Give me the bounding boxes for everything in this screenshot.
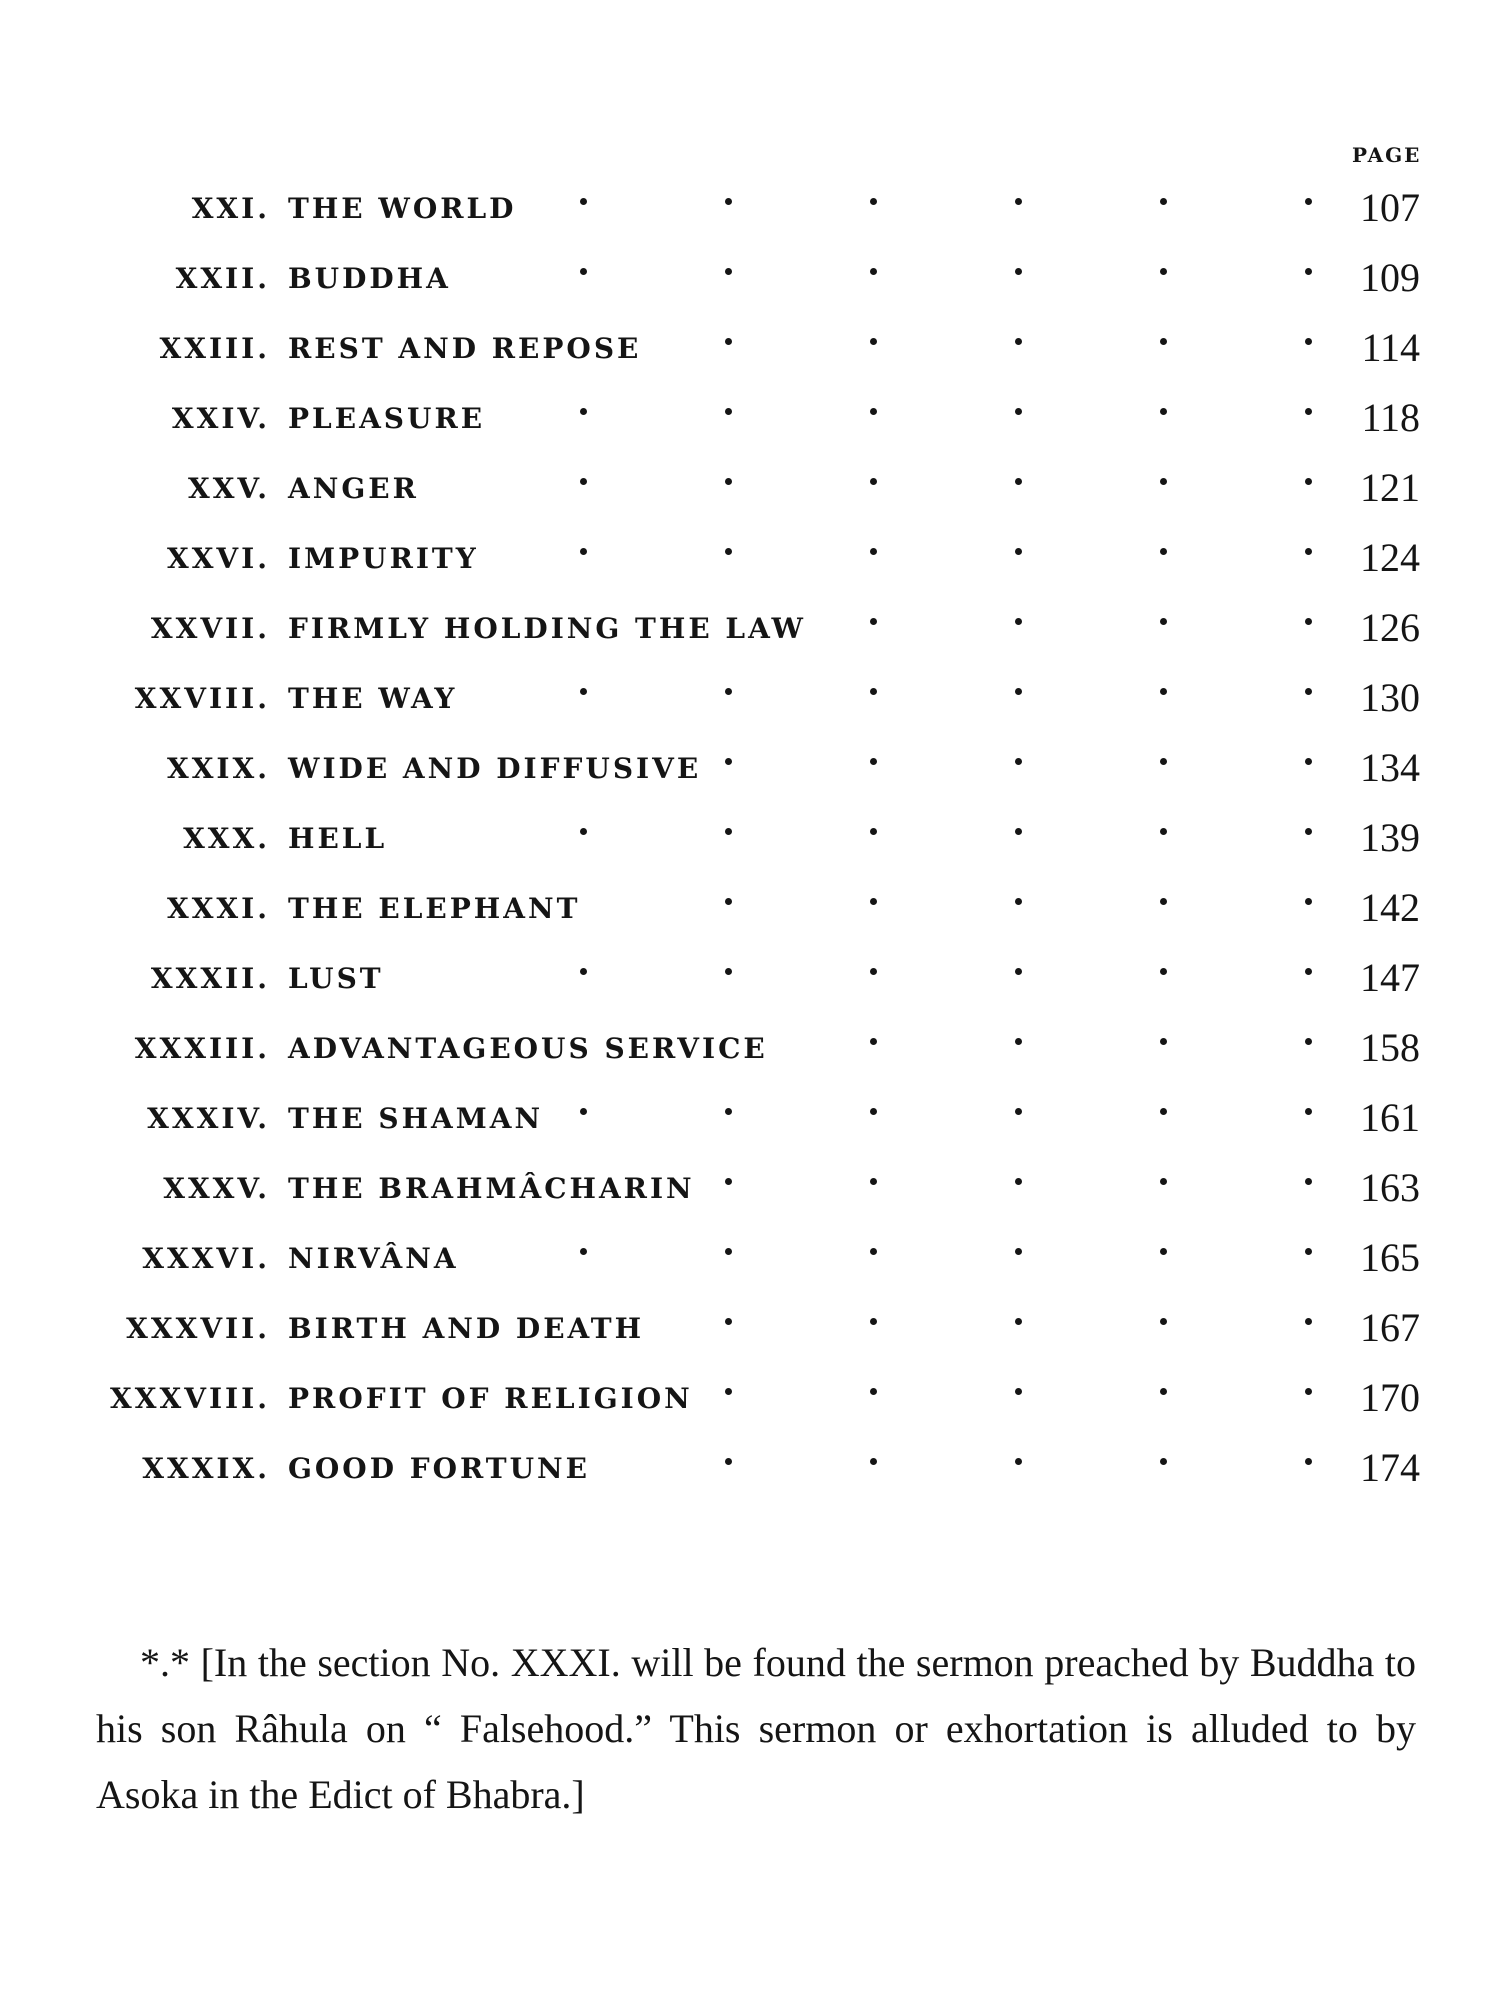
toc-entry-page: 134 [1360,745,1420,790]
leader-dot [725,1108,732,1115]
leader-dot [1015,968,1022,975]
leader-dot [1305,1178,1312,1185]
toc-entry-number: XXXI. [166,892,270,925]
toc-entry-title: FIRMLY HOLDING THE LAW [288,612,806,645]
leader-dot [1305,1318,1312,1325]
leader-dot [725,688,732,695]
leader-dot [725,548,732,555]
leader-dot [870,1038,877,1045]
leader-dot [580,688,587,695]
leader-dot [1015,1038,1022,1045]
toc-entry [0,730,1500,800]
leader-dot [1160,478,1167,485]
toc-entry-title: REST AND REPOSE [288,332,642,365]
leader-dot [870,1248,877,1255]
toc-entry-number: XXVI. [166,542,270,575]
leader-dot [870,548,877,555]
leader-dot [1305,898,1312,905]
leader-dot [1160,1388,1167,1395]
toc-entry [0,1220,1500,1290]
leader-dot [1160,1178,1167,1185]
leader-dot [1305,548,1312,555]
leader-dot [1015,1388,1022,1395]
leader-dot [1305,688,1312,695]
leader-dot [725,1318,732,1325]
toc-entry-number: XXXVI. [142,1242,270,1275]
leader-dot [1015,408,1022,415]
leader-dot [870,408,877,415]
leader-dot [870,828,877,835]
toc-entry-title: HELL [288,822,388,855]
leader-dot [1305,268,1312,275]
toc-entry-number: XXIII. [159,332,270,365]
toc-entry-page: 139 [1360,815,1420,860]
leader-dot [870,1318,877,1325]
toc-entry-page: 170 [1360,1375,1420,1420]
toc-entry-number: XXX. [183,822,270,855]
toc-entry-page: 167 [1360,1305,1420,1350]
leader-dot [1015,618,1022,625]
toc-entry-number: XXXIII. [134,1032,270,1065]
toc-entry-page: 121 [1360,465,1420,510]
toc-entry-title: THE SHAMAN [288,1102,544,1135]
leader-dot [1015,1108,1022,1115]
leader-dot [1015,1458,1022,1465]
leader-dot [1160,968,1167,975]
leader-dot [1305,1038,1312,1045]
toc-entry-title: BIRTH AND DEATH [288,1312,645,1345]
toc-entry-number: XXXII. [150,962,270,995]
leader-dot [725,968,732,975]
leader-dot [1160,1108,1167,1115]
leader-dot [1160,338,1167,345]
toc-entry-page: 174 [1360,1445,1420,1490]
leader-dot [1015,268,1022,275]
leader-dot [725,338,732,345]
leader-dot [1305,1458,1312,1465]
toc-entry [0,170,1500,240]
toc-entry-page: 147 [1360,955,1420,1000]
toc-entry [0,660,1500,730]
leader-dot [580,1108,587,1115]
toc-entry [0,450,1500,520]
toc-entry-title: PROFIT OF RELIGION [288,1382,693,1415]
toc-entry-number: XXXIX. [142,1452,270,1485]
leader-dot [1015,898,1022,905]
leader-dot [725,478,732,485]
toc-entry-page: 163 [1360,1165,1420,1210]
leader-dot [1015,828,1022,835]
leader-dot [1160,1248,1167,1255]
toc-entry-number: XXII. [175,262,270,295]
toc-entry-number: XXVIII. [134,682,270,715]
toc-entry-page: 109 [1360,255,1420,300]
leader-dot [870,688,877,695]
leader-dot [725,1248,732,1255]
toc-entry [0,800,1500,870]
toc-entry-title: THE WORLD [288,192,517,225]
leader-dot [725,758,732,765]
toc-entry-number: XXVII. [150,612,270,645]
leader-dot [1015,1318,1022,1325]
leader-dot [725,1388,732,1395]
toc-entry [0,1080,1500,1150]
leader-dot [870,1388,877,1395]
leader-dot [725,1178,732,1185]
toc-entry-number: XXIX. [166,752,270,785]
toc-entry [0,940,1500,1010]
leader-dot [1305,338,1312,345]
leader-dot [1160,408,1167,415]
leader-dot [1305,1108,1312,1115]
leader-dot [580,828,587,835]
leader-dot [1160,198,1167,205]
leader-dot [870,338,877,345]
toc-entry [0,1360,1500,1430]
toc-entry [0,1430,1500,1500]
toc-entry [0,1010,1500,1080]
leader-dot [580,408,587,415]
leader-dot [870,758,877,765]
leader-dot [870,968,877,975]
toc-entry-title: BUDDHA [288,262,451,295]
toc-entry-number: XXXV. [163,1172,270,1205]
leader-dot [1015,338,1022,345]
leader-dot [725,198,732,205]
leader-dot [1305,828,1312,835]
toc-entry-number: XXV. [187,472,270,505]
toc-entry [0,870,1500,940]
toc-entry-page: 158 [1360,1025,1420,1070]
toc-entry-title: ADVANTAGEOUS SERVICE [288,1032,768,1065]
leader-dot [580,1248,587,1255]
leader-dot [870,478,877,485]
toc-entry-title: GOOD FORTUNE [288,1452,590,1485]
toc-entry-title: THE BRAHMÂCHARIN [288,1172,695,1205]
toc-entry [0,380,1500,450]
toc-entry-page: 107 [1360,185,1420,230]
toc-entry-page: 118 [1361,395,1420,440]
leader-dot [725,408,732,415]
toc-entry-title: THE ELEPHANT [288,892,581,925]
leader-dot [870,1108,877,1115]
leader-dot [1305,1388,1312,1395]
leader-dot [1015,1248,1022,1255]
leader-dot [725,268,732,275]
toc-entry-title: LUST [288,962,384,995]
leader-dot [1015,1178,1022,1185]
leader-dot [870,198,877,205]
leader-dot [1305,758,1312,765]
toc-entry-page: 114 [1361,325,1420,370]
leader-dot [725,828,732,835]
leader-dot [1160,688,1167,695]
toc-entry-number: XXXVIII. [110,1382,270,1415]
leader-dot [580,548,587,555]
leader-dot [1305,968,1312,975]
table-of-contents [0,170,1500,1500]
toc-entry-title: PLEASURE [288,402,486,435]
leader-dot [725,1458,732,1465]
toc-entry-number: XXXVII. [126,1312,270,1345]
leader-dot [1160,1458,1167,1465]
toc-entry-title: IMPURITY [288,542,479,575]
leader-dot [1015,548,1022,555]
toc-entry-page: 130 [1360,675,1420,720]
leader-dot [580,478,587,485]
toc-entry-number: XXXIV. [147,1102,270,1135]
toc-entry-title: NIRVÂNA [288,1242,459,1275]
toc-entry-page: 124 [1360,535,1420,580]
toc-entry [0,1150,1500,1220]
leader-dot [1305,408,1312,415]
toc-entry-number: XXIV. [171,402,270,435]
toc-entry-title: WIDE AND DIFFUSIVE [288,752,702,785]
leader-dot [1305,1248,1312,1255]
toc-entry [0,310,1500,380]
footnote: *.* [In the section No. XXXI. will be found the sermon preached by Buddha to his son Râhula on “ Falsehood.” This sermon or exhortation is alluded to by Asoka in the Edict of Bhabra.] [96,1640,1416,1817]
toc-entry [0,240,1500,310]
leader-dot [1160,548,1167,555]
leader-dot [580,198,587,205]
leader-dot [1015,198,1022,205]
leader-dot [1160,1038,1167,1045]
leader-dot [1015,688,1022,695]
leader-dot [1305,618,1312,625]
toc-entry-page: 126 [1360,605,1420,650]
leader-dot [870,1458,877,1465]
toc-entry [0,520,1500,590]
toc-entry-title: THE WAY [288,682,458,715]
leader-dot [725,898,732,905]
toc-entry-page: 161 [1360,1095,1420,1140]
toc-entry-page: 142 [1360,885,1420,930]
leader-dot [580,268,587,275]
toc-entry-page: 165 [1360,1235,1420,1280]
toc-entry-title: ANGER [288,472,419,505]
leader-dot [1160,618,1167,625]
leader-dot [580,968,587,975]
leader-dot [1160,268,1167,275]
leader-dot [1160,758,1167,765]
toc-entry [0,590,1500,660]
leader-dot [870,898,877,905]
leader-dot [1160,828,1167,835]
leader-dot [1305,478,1312,485]
leader-dot [1160,1318,1167,1325]
toc-entry [0,1290,1500,1360]
leader-dot [870,268,877,275]
leader-dot [1305,198,1312,205]
toc-entry-number: XXI. [191,192,270,225]
leader-dot [1015,478,1022,485]
leader-dot [1015,758,1022,765]
leader-dot [870,618,877,625]
leader-dot [1160,898,1167,905]
page-column-label: PAGE [1352,143,1422,167]
leader-dot [870,1178,877,1185]
